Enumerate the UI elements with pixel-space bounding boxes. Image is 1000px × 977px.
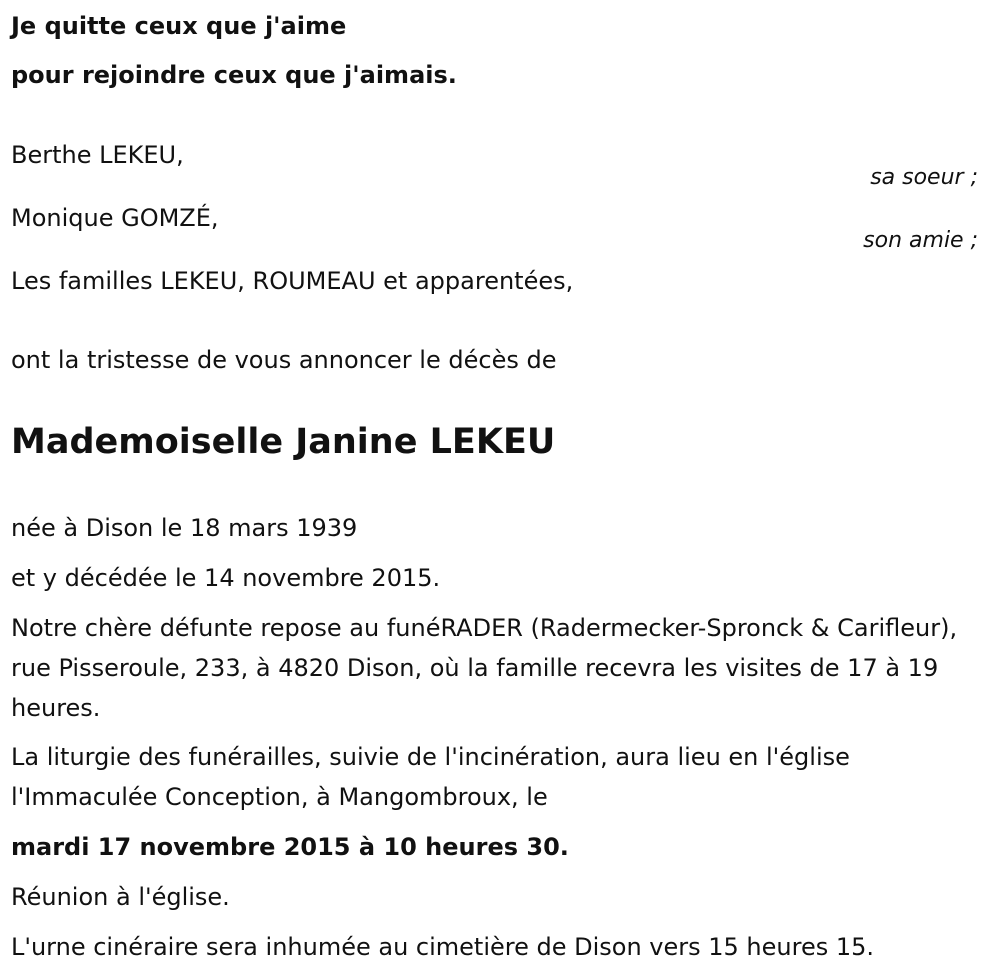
epitaph-line-1: Je quitte ceux que j'aime [11, 12, 347, 40]
family-relation-2: son amie ; [863, 228, 978, 253]
epitaph-line-2: pour rejoindre ceux que j'aimais. [11, 61, 457, 89]
family-name-3: Les familles LEKEU, ROUMEAU et apparentées, [11, 267, 574, 295]
deceased-name: Mademoiselle Janine LEKEU [11, 422, 556, 462]
meeting-line: Réunion à l'église. [11, 883, 230, 911]
death-line: et y décédée le 14 novembre 2015. [11, 564, 441, 592]
birth-line: née à Dison le 18 mars 1939 [11, 514, 358, 542]
ceremony-datetime: mardi 17 novembre 2015 à 10 heures 30. [11, 833, 569, 861]
family-name-2: Monique GOMZÉ, [11, 204, 219, 232]
announcement-text: ont la tristesse de vous annoncer le décès de [11, 346, 557, 374]
urn-line: L'urne cinéraire sera inhumée au cimetière de Dison vers 15 heures 15. [11, 933, 875, 961]
family-name-1: Berthe LEKEU, [11, 141, 184, 169]
liturgy-paragraph: La liturgie des funérailles, suivie de l'incinération, aura lieu en l'église l'Immaculée Conception, à Mangombroux, le [11, 743, 850, 811]
visitation-paragraph: Notre chère défunte repose au funéRADER (Radermecker-Spronck & Carifleur), rue Pisseroule, 233, à 4820 Dison, où la famille recevra les visites de 17 à 19 heures. [11, 614, 958, 722]
family-relation-1: sa soeur ; [870, 165, 978, 190]
